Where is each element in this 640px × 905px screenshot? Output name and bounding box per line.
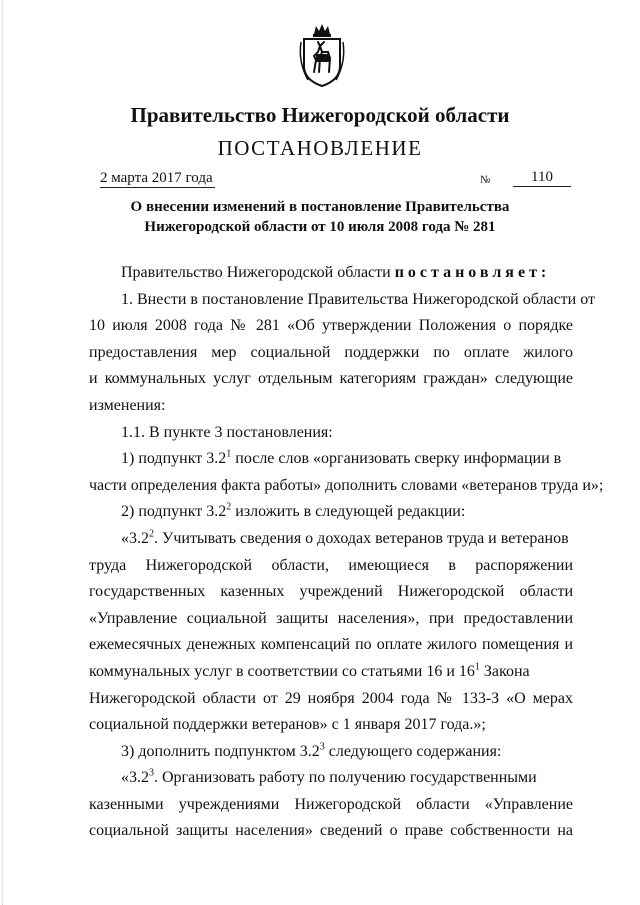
- body-line: изменения:: [89, 396, 166, 414]
- document-subject: [0, 197, 640, 237]
- body-line: части определения факта работы» дополнить словами «ветеранов труда и»;: [89, 476, 604, 494]
- line-part: следующего содержания:: [324, 742, 502, 760]
- body-line: и коммунальных услуг отдельным категориям граждан» следующие: [89, 370, 573, 388]
- body-line: [89, 446, 573, 473]
- line-part: 3) дополнить подпунктом 3.2: [121, 742, 320, 760]
- government-title: Правительство Нижегородской области: [130, 103, 510, 127]
- body-line: [89, 526, 573, 553]
- line-part: Закона: [479, 662, 530, 680]
- subject-line: Нижегородской области от 10 июля 2008 года № 281: [144, 219, 496, 235]
- body-line: 1. Внести в постановление Правительства Нижегородской области от: [121, 290, 595, 308]
- superscript: 2: [149, 528, 154, 540]
- line-part: «3.2: [121, 529, 149, 547]
- document-number: 110: [513, 169, 571, 187]
- line-part: изложить в следующей редакции:: [231, 503, 466, 521]
- body-line: социальной поддержки ветеранов» с 1 января 2017 года.»;: [89, 716, 486, 734]
- coat-of-arms-icon: [298, 22, 346, 88]
- line-part: после слов «организовать сверку информации в: [231, 450, 562, 468]
- intro-line: [89, 260, 573, 287]
- number-label: №: [480, 174, 491, 186]
- line-part: 1) подпункт 3.2: [121, 450, 227, 468]
- line-part: 2) подпункт 3.2: [121, 503, 227, 521]
- body-line: казенными учреждениями Нижегородской области «Управление: [89, 795, 573, 813]
- superscript: 3: [149, 767, 154, 779]
- intro-verb: постановляет:: [394, 264, 551, 281]
- superscript: 1: [226, 448, 232, 460]
- body-line: [89, 765, 573, 792]
- subject-line: О внесении изменений в постановление Правительства: [130, 199, 510, 215]
- line-part: коммунальных услуг в соответствии со статьями 16 и 16: [89, 662, 475, 680]
- document-date: 2 марта 2017 года: [100, 170, 213, 186]
- body-line: 1.1. В пункте 3 постановления:: [121, 423, 333, 441]
- superscript: 2: [226, 502, 232, 514]
- line-part: . Учитывать сведения о доходах ветеранов труда и ветеранов: [154, 529, 569, 547]
- body-line: [89, 739, 573, 766]
- body-line: [89, 499, 573, 526]
- intro-text: Правительство Нижегородской области: [121, 264, 391, 281]
- superscript: 3: [319, 741, 325, 753]
- body-line: государственных казенных учреждений Нижегородской области: [89, 583, 573, 601]
- body-line: 10 июля 2008 года № 281 «Об утверждении Положения о порядке: [89, 317, 573, 335]
- document-body: [89, 260, 604, 845]
- body-line: ежемесячных денежных компенсаций по оплате жилого помещения и: [89, 636, 573, 654]
- body-line: [89, 659, 573, 686]
- line-part: . Организовать работу по получению государственными: [154, 769, 537, 787]
- document-type: ПОСТАНОВЛЕНИЕ: [217, 136, 423, 160]
- body-line: предоставления мер социальной поддержки по оплате жилого: [89, 343, 573, 361]
- superscript: 1: [474, 661, 480, 673]
- body-line: «Управление социальной защиты населения», при предоставлении: [89, 609, 573, 627]
- line-part: «3.2: [121, 769, 149, 787]
- body-line: Нижегородской области от 29 ноября 2004 года № 133-З «О мерах: [89, 689, 573, 707]
- body-line: труда Нижегородской области, имеющиеся в распоряжении: [89, 556, 573, 574]
- body-line: социальной защиты населения» сведений о праве собственности на: [89, 822, 573, 840]
